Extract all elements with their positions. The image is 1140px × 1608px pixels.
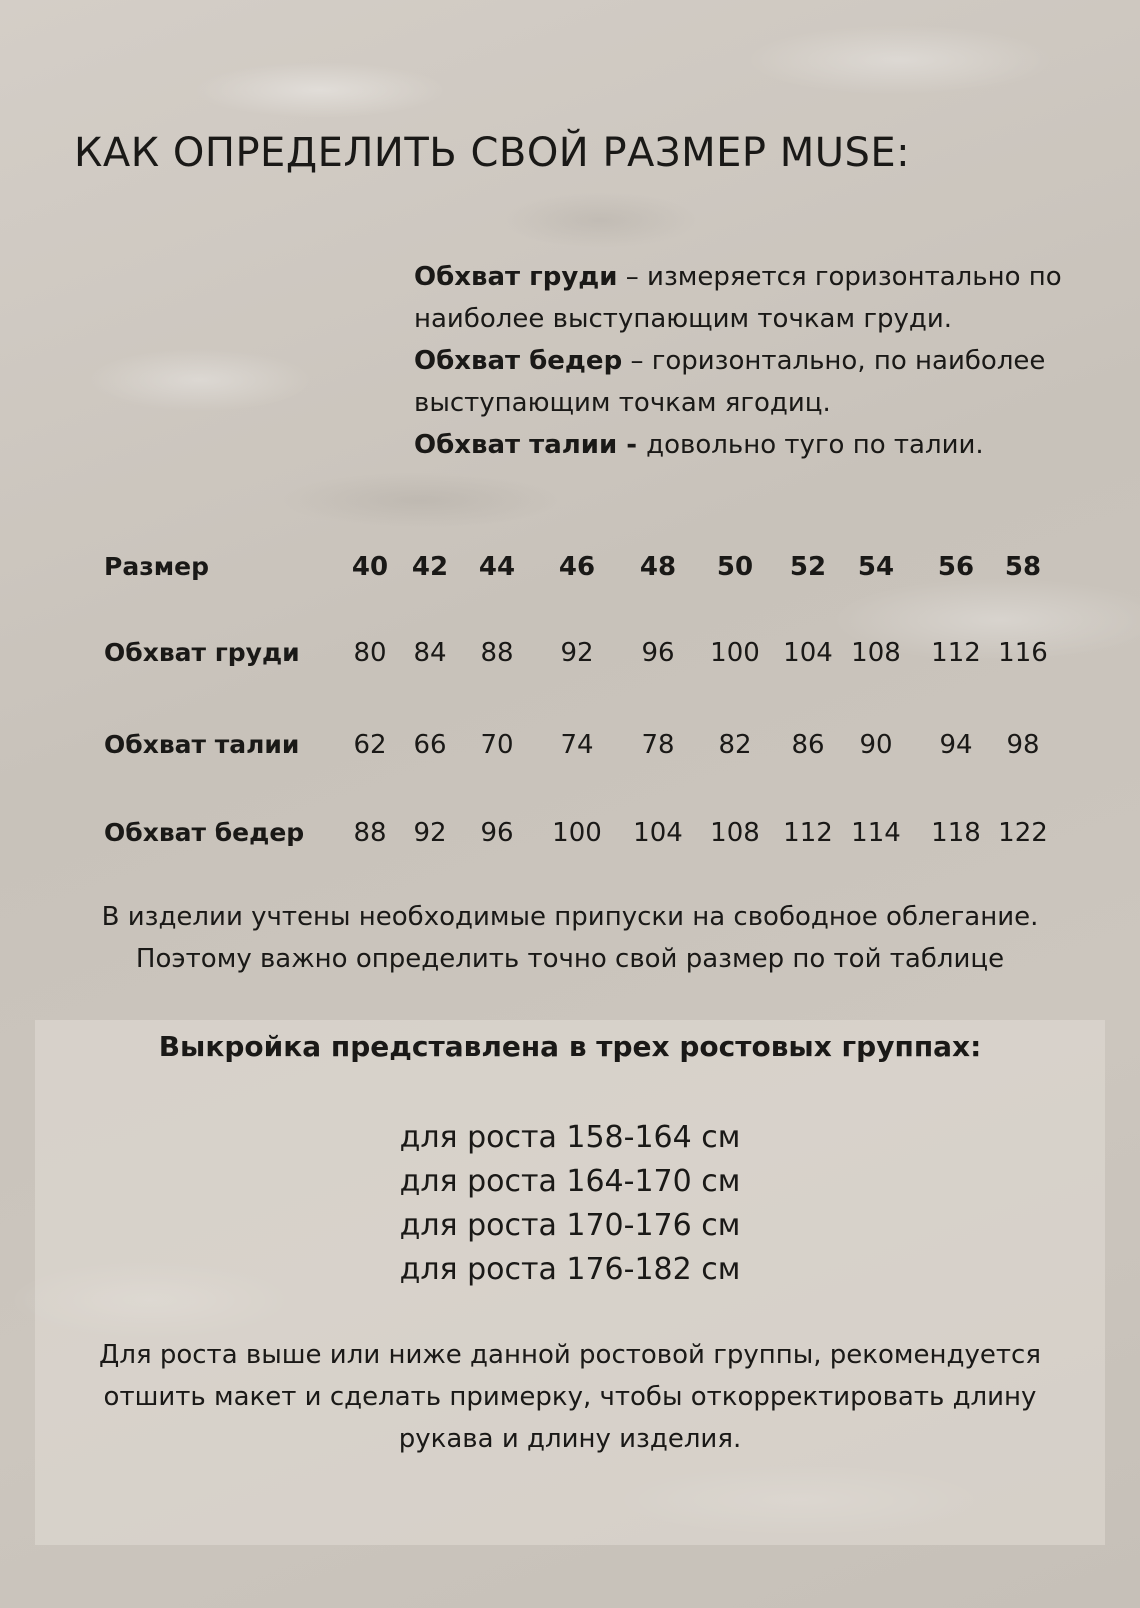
- table-cell: 98: [1006, 730, 1040, 760]
- definition-term: Обхват бедер: [414, 346, 623, 376]
- height-group-item: для роста 158-164 см: [399, 1120, 741, 1155]
- definition-term: Обхват груди: [414, 262, 618, 292]
- table-cell: 94: [939, 730, 973, 760]
- table-cell: 92: [413, 818, 447, 848]
- size-header-cell: 58: [1004, 552, 1042, 582]
- table-cell: 108: [710, 818, 760, 848]
- footer-line: рукава и длину изделия.: [398, 1424, 742, 1454]
- row-label: Обхват бедер: [104, 818, 305, 847]
- definition-text: довольно туго по талии.: [646, 430, 984, 460]
- definition-chest: [414, 256, 1114, 340]
- page-title: КАК ОПРЕДЕЛИТЬ СВОЙ РАЗМЕР MUSE:: [74, 130, 911, 176]
- table-cell: 62: [353, 730, 387, 760]
- footer-line: отшить макет и сделать примерку, чтобы откорректировать длину: [103, 1382, 1037, 1412]
- table-cell: 80: [353, 638, 387, 668]
- table-cell: 104: [633, 818, 683, 848]
- definition-text: – горизонтально, по наиболее выступающим точкам ягодиц.: [414, 346, 1046, 418]
- height-group-item: для роста 170-176 см: [399, 1208, 741, 1243]
- size-header-cell: 54: [857, 552, 895, 582]
- table-cell: 88: [480, 638, 514, 668]
- table-cell: 66: [413, 730, 447, 760]
- measurement-definitions: [414, 256, 1114, 466]
- table-cell: 90: [859, 730, 893, 760]
- table-cell: 122: [998, 818, 1048, 848]
- table-cell: 112: [783, 818, 833, 848]
- height-groups-list: [0, 1116, 1140, 1292]
- table-cell: 100: [710, 638, 760, 668]
- table-cell: 96: [641, 638, 675, 668]
- row-label: Обхват груди: [104, 638, 300, 667]
- size-header-cell: 44: [478, 552, 516, 582]
- table-cell: 108: [851, 638, 901, 668]
- footer-note: [0, 1334, 1140, 1460]
- table-cell: 70: [480, 730, 514, 760]
- table-cell: 100: [552, 818, 602, 848]
- size-header-cell: 42: [411, 552, 449, 582]
- table-cell: 112: [931, 638, 981, 668]
- table-cell: 78: [641, 730, 675, 760]
- size-header-label: Размер: [104, 552, 210, 581]
- table-cell: 118: [931, 818, 981, 848]
- height-group-item: для роста 164-170 см: [399, 1164, 741, 1199]
- size-header-cell: 40: [351, 552, 389, 582]
- definition-hips: [414, 340, 1114, 424]
- table-cell: 88: [353, 818, 387, 848]
- height-group-item: для роста 176-182 см: [399, 1252, 741, 1287]
- size-header-cell: 50: [716, 552, 754, 582]
- footer-line: Для роста выше или ниже данной ростовой группы, рекомендуется: [99, 1340, 1041, 1370]
- size-header-cell: 52: [789, 552, 827, 582]
- definition-term: Обхват талии -: [414, 430, 647, 460]
- row-label: Обхват талии: [104, 730, 300, 759]
- table-cell: 114: [851, 818, 901, 848]
- allowance-line: Поэтому важно определить точно свой размер по той таблице: [135, 944, 1005, 974]
- allowance-line: В изделии учтены необходимые припуски на свободное облегание.: [101, 902, 1039, 932]
- table-cell: 104: [783, 638, 833, 668]
- table-cell: 116: [998, 638, 1048, 668]
- table-cell: 92: [560, 638, 594, 668]
- size-header-cell: 46: [558, 552, 596, 582]
- table-cell: 86: [791, 730, 825, 760]
- height-groups-title: Выкройка представлена в трех ростовых группах:: [158, 1030, 982, 1063]
- size-header-cell: 48: [639, 552, 677, 582]
- table-cell: 96: [480, 818, 514, 848]
- table-cell: 74: [560, 730, 594, 760]
- definition-text: – измеряется горизонтально по наиболее выступающим точкам груди.: [414, 262, 1062, 334]
- allowance-note: [0, 896, 1140, 980]
- table-cell: 84: [413, 638, 447, 668]
- table-cell: 82: [718, 730, 752, 760]
- definition-waist: [414, 424, 1114, 466]
- size-header-cell: 56: [937, 552, 975, 582]
